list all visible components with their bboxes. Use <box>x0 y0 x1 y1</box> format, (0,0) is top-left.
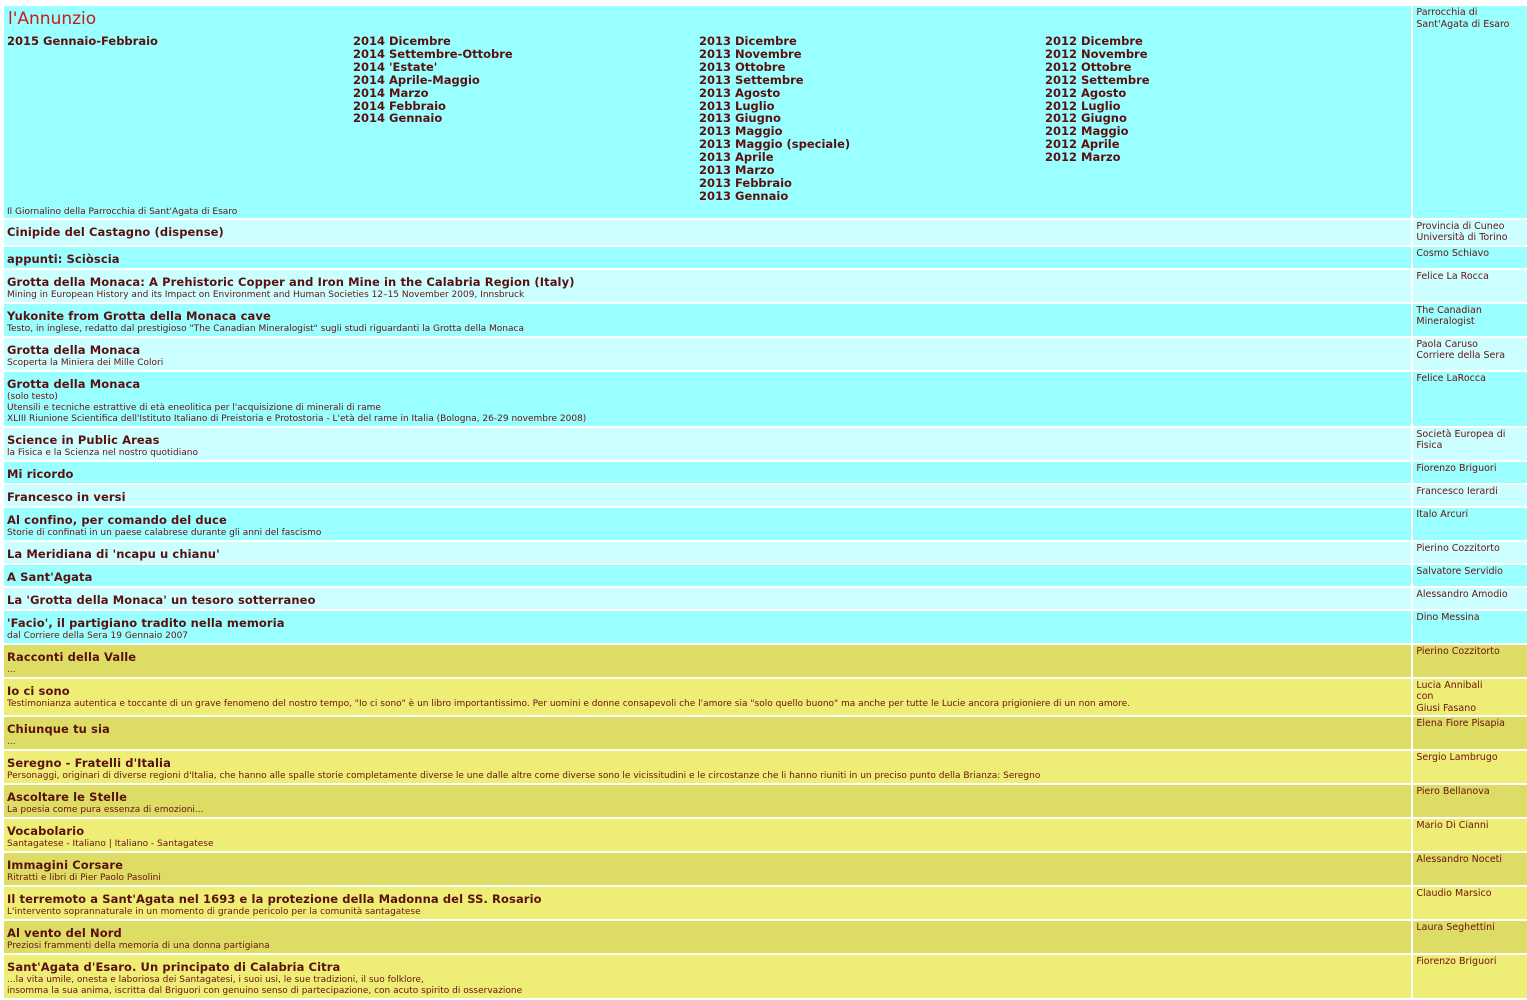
publication-author <box>1413 542 1527 563</box>
issue-link[interactable]: 2012 Novembre <box>1045 46 1148 61</box>
publication-row <box>4 785 1527 817</box>
publication-title-link[interactable]: Immagini Corsare <box>7 858 123 873</box>
annunzio-row <box>4 6 1527 218</box>
publication-row <box>4 542 1527 563</box>
publication-author <box>1413 462 1527 483</box>
publication-row <box>4 887 1527 919</box>
publication-cell <box>4 819 1411 851</box>
issue-link[interactable]: 2015 Gennaio-Febbraio <box>7 34 158 48</box>
publication-row <box>4 819 1527 851</box>
publication-cell <box>4 338 1411 370</box>
publication-title-link[interactable]: Al confino, per comando del duce <box>7 512 227 527</box>
publication-title-link[interactable]: appunti: Sciòscia <box>7 251 120 266</box>
publication-row <box>4 679 1527 716</box>
publication-row <box>4 921 1527 953</box>
publication-row <box>4 717 1527 749</box>
issue-link[interactable]: 2012 Settembre <box>1045 72 1150 87</box>
author-line: The Canadian <box>1416 304 1482 316</box>
publication-title-link[interactable]: Cinipide del Castagno (dispense) <box>7 224 224 239</box>
author-line: Francesco Ierardi <box>1416 485 1498 497</box>
author-line: Dino Messina <box>1416 611 1480 623</box>
issue-link[interactable]: 2013 Maggio <box>699 124 783 139</box>
publication-description: Utensili e tecniche estrattive di età eneolitica per l'acquisizione di minerali di rame <box>7 402 381 413</box>
publication-description: ... <box>7 737 16 748</box>
issue-link[interactable]: 2014 Settembre-Ottobre <box>353 46 513 61</box>
publication-cell <box>4 853 1411 885</box>
publication-row <box>4 220 1527 245</box>
issue-grid <box>7 35 1409 203</box>
publication-description: XLIII Riunione Scientifica dell'Istituto Italiano di Preistoria e Protostoria - L'età del rame in Italia (Bologna, 26-29 novembre 2008) <box>7 413 587 424</box>
author-line: Mario Di Cianni <box>1416 820 1489 832</box>
issue-link[interactable]: 2012 Aprile <box>1045 137 1120 152</box>
publication-title-link[interactable]: Mi ricordo <box>7 466 74 481</box>
publication-author <box>1413 785 1527 817</box>
publication-title-link[interactable]: 'Facio', il partigiano tradito nella memoria <box>7 615 285 630</box>
publication-cell <box>4 372 1411 426</box>
publication-title-link[interactable]: Vocabolario <box>7 824 85 839</box>
issue-link[interactable]: 2013 Giugno <box>699 111 781 126</box>
author-line: Felice La Rocca <box>1416 270 1489 282</box>
author-line: Pierino Cozzitorto <box>1416 542 1500 554</box>
publication-description: la Fisica e la Scienza nel nostro quotidiano <box>7 447 198 458</box>
publication-cell <box>4 270 1411 302</box>
publication-author <box>1413 372 1527 426</box>
issue-column <box>699 35 1045 203</box>
author-line: Cosmo Schiavo <box>1416 247 1490 259</box>
annunzio-publisher: Parrocchia di Sant'Agata di Esaro <box>1413 6 1527 218</box>
publication-cell <box>4 611 1411 643</box>
annunzio-cell <box>4 6 1411 218</box>
publication-title-link[interactable]: Sant'Agata d'Esaro. Un principato di Calabria Citra <box>7 960 341 975</box>
publication-title-link[interactable]: Yukonite from Grotta della Monaca cave <box>7 308 271 323</box>
publication-row <box>4 485 1527 506</box>
publication-cell <box>4 247 1411 268</box>
author-line: con <box>1416 691 1434 703</box>
publication-author <box>1413 304 1527 336</box>
publication-author <box>1413 428 1527 460</box>
publication-row <box>4 372 1527 426</box>
publication-cell <box>4 955 1411 998</box>
publication-description: Mining in European History and its Impact on Environment and Human Societies 12–15 November 2009, Innsbruck <box>7 289 525 300</box>
issue-link[interactable]: 2013 Aprile <box>699 150 774 165</box>
publication-title-link[interactable]: Science in Public Areas <box>7 432 160 447</box>
publication-row <box>4 565 1527 586</box>
publication-author <box>1413 611 1527 643</box>
publication-row <box>4 338 1527 370</box>
publication-description: L'intervento soprannaturale in un momento di grande pericolo per la comunità santagatese <box>7 907 421 918</box>
author-line: Lucia Annibali <box>1416 679 1483 691</box>
page-title: l'Annunzio <box>8 9 97 29</box>
issue-link[interactable]: 2012 Giugno <box>1045 111 1127 126</box>
issue-link[interactable]: 2012 Marzo <box>1045 150 1121 165</box>
publication-title-link[interactable]: Francesco in versi <box>7 489 126 504</box>
author-line: Elena Fiore Pisapia <box>1416 718 1505 730</box>
issue-link[interactable]: 2012 Agosto <box>1045 85 1127 100</box>
author-line: Provincia di Cuneo <box>1416 220 1505 232</box>
issue-link[interactable]: 2012 Maggio <box>1045 124 1129 139</box>
publication-author <box>1413 338 1527 370</box>
publication-cell <box>4 542 1411 563</box>
publication-author <box>1413 247 1527 268</box>
publication-row <box>4 247 1527 268</box>
publication-description: (solo testo) <box>7 391 58 402</box>
publication-description: La poesia come pura essenza di emozioni... <box>7 805 204 816</box>
publication-author <box>1413 853 1527 885</box>
publication-description: Ritratti e libri di Pier Paolo Pasolini <box>7 873 161 884</box>
publication-cell <box>4 751 1411 783</box>
issue-link[interactable]: 2013 Maggio (speciale) <box>699 137 851 152</box>
publication-row <box>4 428 1527 460</box>
issue-link[interactable]: 2013 Febbraio <box>699 175 792 190</box>
issue-link[interactable]: 2013 Agosto <box>699 85 781 100</box>
publication-description: dal Corriere della Sera 19 Gennaio 2007 <box>7 630 189 641</box>
publication-author <box>1413 819 1527 851</box>
publication-cell <box>4 462 1411 483</box>
publication-description: Preziosi frammenti della memoria di una donna partigiana <box>7 941 270 952</box>
publication-author <box>1413 588 1527 609</box>
author-line: Laura Seghettini <box>1416 922 1495 934</box>
author-line: Giusi Fasano <box>1416 702 1477 714</box>
issue-link[interactable]: 2014 Febbraio <box>353 98 446 113</box>
publication-description: insomma la sua anima, iscritta dal Briguori con genuino senso di partecipazione, con acuto spirito di osservazione <box>7 986 523 997</box>
publication-row <box>4 853 1527 885</box>
publication-title-link[interactable]: Io ci sono <box>7 683 70 698</box>
publication-cell <box>4 508 1411 540</box>
publication-row <box>4 645 1527 677</box>
author-line: Alessandro Noceti <box>1416 854 1503 866</box>
issue-link[interactable]: 2013 Luglio <box>699 98 775 113</box>
issue-column <box>1045 35 1391 203</box>
publication-description: Testimonianza autentica e toccante di un grave fenomeno del nostro tempo, "Io ci sono" è un libro importantissimo. Per uomini e donne consapevoli che l'amore sia "solo quello buono" ma anche per tutte le Lucie ancora prigioniere di un non amore. <box>7 698 1131 709</box>
publication-title-link[interactable]: Ascoltare le Stelle <box>7 790 128 805</box>
publication-author <box>1413 270 1527 302</box>
publication-row <box>4 955 1527 998</box>
publication-row <box>4 304 1527 336</box>
issue-link[interactable]: 2013 Dicembre <box>699 34 797 48</box>
publication-row <box>4 508 1527 540</box>
publication-title-link[interactable]: Racconti della Valle <box>7 649 137 664</box>
author-line: Corriere della Sera <box>1416 350 1506 362</box>
publication-cell <box>4 485 1411 506</box>
issue-column <box>7 35 353 203</box>
issue-link[interactable]: 2014 Gennaio <box>353 111 443 126</box>
publication-title-link[interactable]: Grotta della Monaca: A Prehistoric Copper and Iron Mine in the Calabria Region (Italy) <box>7 274 575 289</box>
publication-row <box>4 588 1527 609</box>
publication-description: Testo, in inglese, redatto dal prestigioso "The Canadian Mineralogist" sugli studi riguardanti la Grotta della Monaca <box>7 323 524 334</box>
publication-title-link[interactable]: La 'Grotta della Monaca' un tesoro sotterraneo <box>7 592 316 607</box>
publication-author <box>1413 645 1527 677</box>
publication-cell <box>4 921 1411 953</box>
publication-row <box>4 270 1527 302</box>
annunzio-subtitle: Il Giornalino della Parrocchia di Sant'Agata di Esaro <box>7 206 238 217</box>
publications-table <box>2 4 1527 1000</box>
publication-cell <box>4 565 1411 586</box>
publication-title-link[interactable]: Chiunque tu sia <box>7 722 110 737</box>
issue-link[interactable]: 2013 Novembre <box>699 46 802 61</box>
publication-title-link[interactable]: Seregno - Fratelli d'Italia <box>7 756 171 771</box>
author-line: Paola Caruso <box>1416 338 1478 350</box>
issue-link[interactable]: 2014 Aprile-Maggio <box>353 72 480 87</box>
issue-link[interactable]: 2012 Dicembre <box>1045 34 1143 48</box>
publication-author <box>1413 887 1527 919</box>
issue-link[interactable]: 2013 Gennaio <box>699 188 789 203</box>
publication-title-link[interactable]: La Meridiana di 'ncapu u chianu' <box>7 546 220 561</box>
author-line: Felice LaRocca <box>1416 372 1486 384</box>
publication-description: Scoperta la Miniera dei Mille Colori <box>7 357 164 368</box>
issue-column <box>353 35 699 203</box>
publication-row <box>4 611 1527 643</box>
publication-cell <box>4 428 1411 460</box>
author-line: Pierino Cozzitorto <box>1416 645 1500 657</box>
author-line: Mineralogist <box>1416 316 1475 328</box>
publication-cell <box>4 785 1411 817</box>
author-line: Piero Bellanova <box>1416 786 1490 798</box>
issue-link[interactable]: 2013 Ottobre <box>699 59 786 74</box>
publication-row <box>4 462 1527 483</box>
publication-author <box>1413 921 1527 953</box>
author-line: Fiorenzo Briguori <box>1416 462 1497 474</box>
publication-cell <box>4 645 1411 677</box>
publication-title-link[interactable]: Il terremoto a Sant'Agata nel 1693 e la protezione della Madonna del SS. Rosario <box>7 892 542 907</box>
author-line: Italo Arcuri <box>1416 508 1469 520</box>
author-line: Università di Torino <box>1416 232 1508 244</box>
publication-author <box>1413 955 1527 998</box>
author-line: Fiorenzo Briguori <box>1416 956 1497 968</box>
publication-author <box>1413 220 1527 245</box>
publication-author <box>1413 565 1527 586</box>
issue-link[interactable]: 2012 Ottobre <box>1045 59 1132 74</box>
publication-row <box>4 751 1527 783</box>
publication-description: Santagatese - Italiano | Italiano - Santagatese <box>7 839 214 850</box>
publication-cell <box>4 304 1411 336</box>
issue-link[interactable]: 2013 Settembre <box>699 72 804 87</box>
publication-title-link[interactable]: Grotta della Monaca <box>7 342 141 357</box>
issue-link[interactable]: 2013 Marzo <box>699 163 775 178</box>
publication-title-link[interactable]: A Sant'Agata <box>7 569 93 584</box>
publication-description: ...la vita umile, onesta e laboriosa dei Santagatesi, i suoi usi, le sue tradizioni, il suo folklore, <box>7 975 424 986</box>
publication-title-link[interactable]: Al vento del Nord <box>7 926 122 941</box>
issue-link[interactable]: 2012 Luglio <box>1045 98 1121 113</box>
issue-link[interactable]: 2014 Dicembre <box>353 34 451 48</box>
publication-cell <box>4 588 1411 609</box>
author-line: Sergio Lambrugo <box>1416 752 1498 764</box>
author-line: Società Europea di Fisica <box>1416 428 1506 452</box>
issue-link[interactable]: 2014 Marzo <box>353 85 429 100</box>
publication-description: Personaggi, originari di diverse regioni d'Italia, che hanno alle spalle storie completamente diverse le une dalle altre come diverse sono le vicissitudini e le circostanze che li hanno riuniti in un preciso punto della Brianza: Seregno <box>7 771 1041 782</box>
publication-cell <box>4 220 1411 245</box>
publication-cell <box>4 717 1411 749</box>
author-line: Salvatore Servidio <box>1416 565 1503 577</box>
issue-link[interactable]: 2014 'Estate' <box>353 59 438 74</box>
publication-cell <box>4 679 1411 716</box>
publication-author <box>1413 751 1527 783</box>
author-line: Alessandro Amodio <box>1416 588 1508 600</box>
publication-author <box>1413 508 1527 540</box>
author-line: Claudio Marsico <box>1416 888 1492 900</box>
publication-title-link[interactable]: Grotta della Monaca <box>7 376 141 391</box>
publication-description: Storie di confinati in un paese calabrese durante gli anni del fascismo <box>7 527 322 538</box>
publication-description: ... <box>7 664 16 675</box>
publication-author <box>1413 679 1527 716</box>
publication-author <box>1413 717 1527 749</box>
publication-cell <box>4 887 1411 919</box>
publication-author <box>1413 485 1527 506</box>
